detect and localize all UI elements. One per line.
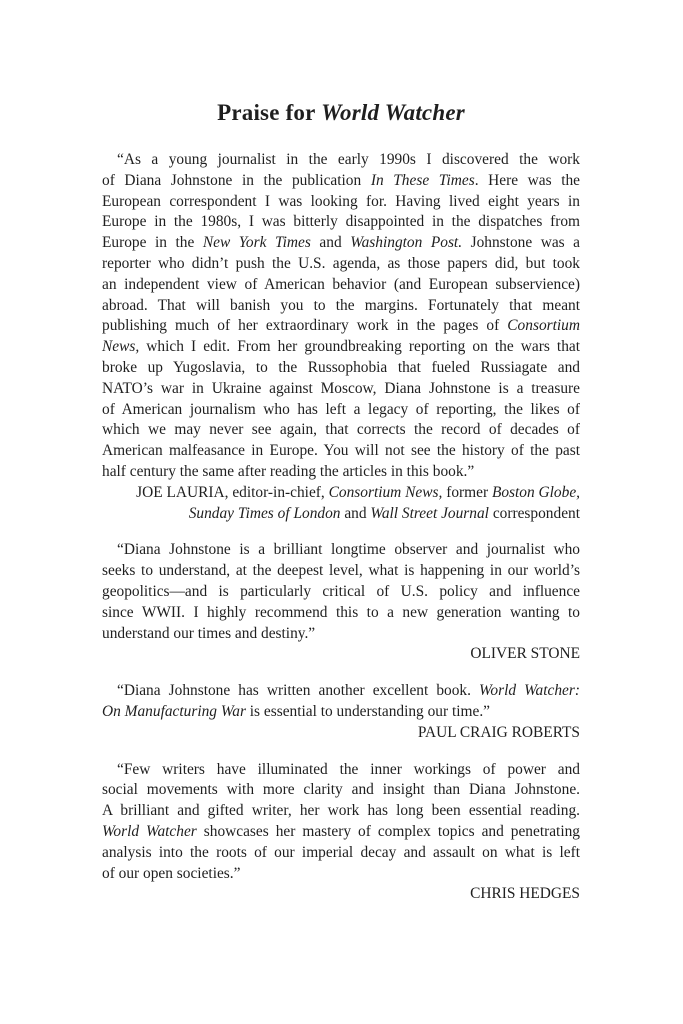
text-segment: PAUL CRAIG ROBERTS	[417, 723, 580, 741]
text-segment: understand our times and destiny.”	[102, 624, 316, 642]
page-title-text: Praise for	[217, 100, 322, 125]
text-segment: of American journalism who has left a legacy of reporting, the likes of	[102, 400, 580, 418]
attribution-line	[102, 504, 580, 525]
text-segment: former	[442, 483, 492, 501]
text-segment: In These Times	[370, 171, 475, 189]
text-segment: On Manufacturing War	[102, 702, 246, 720]
text-segment: seeks to understand, at the deepest level, what is happening in our world’s	[102, 562, 580, 580]
text-segment: American malfeasance in Europe. You will not see the history of the past	[102, 442, 580, 460]
attribution-line	[102, 884, 580, 905]
text-segment: broke up Yugoslavia, to the Russophobia that fueled Russiagate and	[102, 358, 580, 376]
quote-line	[102, 780, 580, 801]
text-segment: European correspondent I was looking for. Having lived eight years in	[102, 192, 580, 210]
quote-line	[102, 254, 580, 275]
page-title-book-name: World Watcher	[321, 100, 465, 125]
text-segment: is essential to understanding our time.”	[245, 702, 491, 720]
text-segment: reporter who didn’t push the U.S. agenda, as those papers did, but took	[102, 254, 580, 272]
attribution-line	[102, 723, 580, 744]
text-segment: since WWII. I highly recommend this to a new generation wanting to	[102, 603, 580, 621]
text-segment: abroad. That will banish you to the margins. Fortunately that meant	[102, 296, 580, 314]
text-segment: News,	[102, 338, 140, 356]
quote-line	[102, 233, 580, 254]
quote-line	[102, 171, 580, 192]
text-segment: Sunday Times of London	[188, 504, 341, 522]
attribution-line	[102, 483, 580, 504]
quote-line	[102, 400, 580, 421]
text-segment: correspondent	[488, 504, 580, 522]
text-segment: and	[310, 234, 351, 252]
text-segment: “Diana Johnstone has written another excellent book.	[117, 682, 480, 700]
text-segment: Consortium News,	[328, 483, 443, 501]
text-segment: World Watcher:	[479, 682, 580, 700]
text-segment: World Watcher	[102, 822, 197, 840]
quote-line	[102, 843, 580, 864]
praise-quote	[102, 150, 580, 524]
text-segment: “Few writers have illuminated the inner workings of power and	[117, 760, 580, 778]
text-segment: which I edit. From her groundbreaking reporting on the wars that	[139, 338, 580, 356]
praise-quote	[102, 540, 580, 665]
text-segment: CHRIS HEDGES	[470, 885, 580, 903]
text-segment: Washington Post.	[350, 234, 463, 252]
text-segment: geopolitics—and is particularly critical of U.S. policy and influence	[102, 582, 580, 600]
text-segment: an independent view of American behavior (and European subservience)	[102, 275, 580, 293]
quote-line	[102, 760, 580, 781]
text-segment: “Diana Johnstone is a brilliant longtime observer and journalist who	[117, 541, 580, 559]
text-segment: New York Times	[202, 234, 311, 252]
quote-line	[102, 316, 580, 337]
quote-line	[102, 337, 580, 358]
text-segment: Johnstone was a	[462, 234, 581, 252]
quote-line	[102, 212, 580, 233]
quote-line	[102, 540, 580, 561]
quote-line	[102, 681, 580, 702]
text-segment: half century the same after reading the articles in this book.”	[102, 462, 475, 480]
text-segment: NATO’s war in Ukraine against Moscow, Diana Johnstone is a treasure	[102, 379, 580, 397]
text-segment: JOE LAURIA, editor-in-chief,	[136, 483, 329, 501]
quote-line	[102, 603, 580, 624]
quote-line	[102, 561, 580, 582]
text-segment: which we may never see again, that corrects the record of decades of	[102, 421, 580, 439]
text-segment: social movements with more clarity and insight than Diana Johnstone.	[102, 781, 580, 799]
attribution-line	[102, 644, 580, 665]
text-segment: Wall Street Journal	[370, 504, 489, 522]
text-segment: publishing much of her extraordinary work in the pages of	[102, 317, 508, 335]
quote-line	[102, 275, 580, 296]
text-segment: A brilliant and gifted writer, her work has long been essential reading.	[102, 802, 580, 820]
quote-line	[102, 379, 580, 400]
text-segment: . Here was the	[474, 171, 581, 189]
quote-line	[102, 150, 580, 171]
quote-line	[102, 296, 580, 317]
quote-line	[102, 462, 580, 483]
text-segment: analysis into the roots of our imperial decay and assault on what is left	[102, 843, 580, 861]
quote-line	[102, 582, 580, 603]
quote-line	[102, 420, 580, 441]
text-segment: OLIVER STONE	[470, 645, 580, 663]
text-segment: of our open societies.”	[102, 864, 241, 882]
quote-line	[102, 441, 580, 462]
text-segment: showcases her mastery of complex topics and penetrating	[196, 822, 580, 840]
page-title	[102, 99, 580, 127]
text-segment: Europe in the 1980s, I was bitterly disappointed in the dispatches from	[102, 213, 580, 231]
quote-line	[102, 624, 580, 645]
text-segment: “As a young journalist in the early 1990s I discovered the work	[117, 151, 580, 168]
quote-line	[102, 192, 580, 213]
praise-quote	[102, 760, 580, 906]
text-segment: of Diana Johnstone in the publication	[102, 171, 371, 189]
text-segment: Europe in the	[102, 234, 203, 252]
quote-line	[102, 358, 580, 379]
quote-line	[102, 864, 580, 885]
praise-quotes	[102, 150, 580, 905]
text-segment: Consortium	[507, 317, 580, 335]
quote-line	[102, 702, 580, 723]
page-content	[102, 99, 580, 905]
praise-quote	[102, 681, 580, 743]
text-segment: and	[340, 504, 371, 522]
text-segment: Boston Globe,	[491, 483, 580, 501]
quote-line	[102, 822, 580, 843]
quote-line	[102, 801, 580, 822]
